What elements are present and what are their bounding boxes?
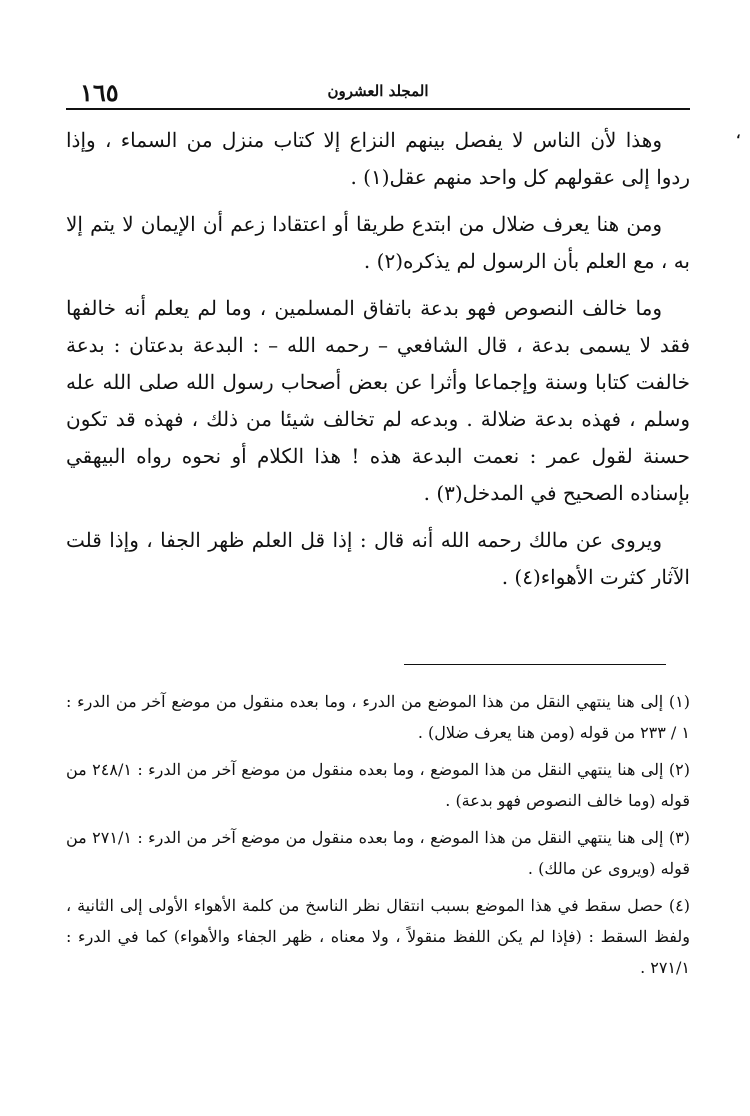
footnote-4: (٤) حصل سقط في هذا الموضع بسبب انتقال نظر الناسخ من كلمة الأهواء الأولى إلى الثانية ، ولفظ السقط : (فإذا لم يكن اللفظ منقولاً ، ولا معناه ، ظهر الجفاء والأهواء) كما في الدرء : ٢٧١/١ .: [66, 896, 690, 977]
margin-mark: ،: [736, 126, 741, 142]
footnote-2: (٢) إلى هنا ينتهي النقل من هذا الموضع ، وما بعده منقول من موضع آخر من الدرء : ٢٤٨/١ من قوله (وما خالف النصوص فهو بدعة) .: [66, 760, 690, 810]
footnotes: [66, 686, 690, 989]
page-number: ١٦٥: [80, 78, 119, 107]
main-text: [66, 122, 690, 606]
running-title: المجلد العشرون: [327, 82, 429, 100]
header-rule: [66, 108, 690, 110]
page-header: [66, 78, 690, 110]
footnote-separator: [404, 664, 666, 665]
paragraph-2: ومن هنا يعرف ضلال من ابتدع طريقا أو اعتقادا زعم أن الإيمان لا يتم إلا به ، مع العلم بأن الرسول لم يذكره(٢) .: [66, 212, 690, 273]
paragraph-3: وما خالف النصوص فهو بدعة باتفاق المسلمين ، وما لم يعلم أنه خالفها فقد لا يسمى بدعة ، قال الشافعي – رحمه الله – : البدعة بدعتان : بدعة خالفت كتابا وسنة وإجماعا وأثرا عن بعض أصحاب رسول الله صلى الله عله وسلم ، فهذه بدعة ضلالة . وبدعه لم تخالف شيئا من ذلك ، فهذه قد تكون حسنة لقول عمر : نعمت البدعة هذه ! هذا الكلام أو نحوه رواه البيهقي بإسناده الصحيح في المدخل(٣) .: [66, 296, 691, 505]
footnote-3: (٣) إلى هنا ينتهي النقل من هذا الموضع ، وما بعده منقول من موضع آخر من الدرء : ٢٧١/١ من قوله (ويروى عن مالك) .: [66, 828, 690, 878]
paragraph-1: وهذا لأن الناس لا يفصل بينهم النزاع إلا كتاب منزل من السماء ، وإذا ردوا إلى عقولهم كل واحد منهم عقل(١) .: [66, 128, 690, 189]
footnote-1: (١) إلى هنا ينتهي النقل من هذا الموضع من الدرء ، وما بعده منقول من موضع آخر من الدرء : ١ / ٢٣٣ من قوله (ومن هنا يعرف ضلال) .: [66, 692, 690, 742]
paragraph-4: ويروى عن مالك رحمه الله أنه قال : إذا قل العلم ظهر الجفا ، وإذا قلت الآثار كثرت الأهواء(٤) .: [66, 528, 690, 589]
